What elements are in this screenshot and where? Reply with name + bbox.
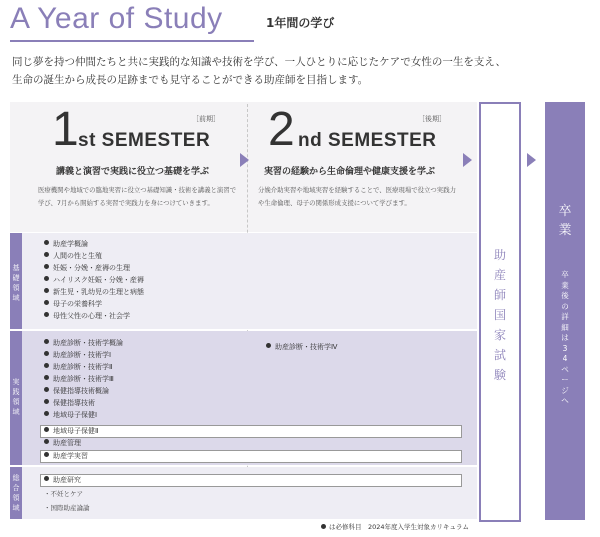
bullet-icon (44, 264, 49, 269)
list-item: 助産診断・技術学Ⅲ (44, 373, 123, 385)
semester-1-description: 医療機関や地域での臨地実習に役立つ基礎知識・技術を講義と演習で学び、7月から開始する実習で実践力を身につけていきます。 (38, 186, 237, 207)
bullet-icon (44, 399, 49, 404)
basic-area-label-text: 基 礎 領 域 (12, 264, 20, 302)
arrow-right-icon (463, 153, 472, 167)
practice-area-label (10, 331, 22, 465)
practice-area-list (44, 337, 123, 421)
intro-line-1: 同じ夢を持つ仲間たちと共に実践的な知識や技術を学び、一人ひとりに応じたケアで女性の一生を支え、 (12, 56, 507, 68)
semester-2-description: 分娩介助実習や地域実習を経験することで、医療現場で役立つ実践力や生命倫理、母子の関係形成支援について学びます。 (258, 186, 456, 207)
semester-2-number: 2 (268, 103, 295, 156)
list-item: 母性父性の心理・社会学 (44, 310, 144, 322)
list-item: ハイリスク妊娠・分娩・産褥 (44, 274, 144, 286)
semester-1-title: st SEMESTER (78, 130, 211, 151)
list-item: 助産管理 (44, 437, 81, 449)
bullet-icon (44, 439, 49, 444)
page-subtitle: 1年間の学び (266, 16, 335, 30)
bullet-icon (44, 312, 49, 317)
list-item: 助産診断・技術学概論 (44, 337, 123, 349)
integrated-area-label (10, 467, 22, 519)
bullet-icon (44, 339, 49, 344)
bullet-icon (44, 288, 49, 293)
semester-2-label: ［後期］ (418, 115, 446, 123)
footnote (321, 522, 469, 531)
bullet-icon (44, 351, 49, 356)
list-item: 助産診断・技術学Ⅰ (44, 349, 123, 361)
bullet-icon (44, 375, 49, 380)
graduation-note: 卒 業 後 の 詳 細 は 3 4 ペ ー ジ へ (561, 270, 569, 405)
bullet-icon (44, 452, 49, 457)
sub-item: ・国際助産論論 (44, 504, 90, 512)
semester-2-title: nd SEMESTER (298, 130, 437, 151)
bullet-icon (44, 387, 49, 392)
national-exam-box (479, 102, 521, 522)
semester-2-subtitle: 実習の経験から生命倫理や健康支援を学ぶ (264, 167, 436, 177)
bullet-icon (44, 427, 49, 432)
bullet-icon (44, 240, 49, 245)
list-item: 人間の性と生殖 (44, 250, 144, 262)
list-item: 地域母子保健Ⅰ (44, 409, 123, 421)
graduation-title: 卒 業 (558, 204, 572, 238)
national-exam-text (481, 245, 519, 385)
required-bullet-icon (321, 524, 326, 529)
integrated-area-label-text: 総 合 領 域 (12, 474, 20, 512)
list-item: 助産診断・技術学Ⅱ (44, 361, 123, 373)
semester-2-header (252, 104, 462, 230)
bullet-icon (44, 252, 49, 257)
semester-1-subtitle: 講義と演習で実践に役立つ基礎を学ぶ (56, 167, 210, 177)
list-item: 助産学概論 (44, 238, 144, 250)
list-item: 母子の栄養科学 (44, 298, 144, 310)
list-item: 保健指導技術 (44, 397, 123, 409)
practice-area-label-text: 実 践 領 域 (12, 378, 20, 416)
bullet-icon (44, 363, 49, 368)
bullet-icon (44, 276, 49, 281)
basic-area-list (44, 238, 144, 322)
footnote-text: は必修科目 2024年度入学生対象カリキュラム (329, 523, 469, 531)
title-underline (10, 40, 254, 42)
page-title: A Year of Study (10, 2, 223, 35)
list-item: 新生児・乳幼児の生理と病態 (44, 286, 144, 298)
bullet-icon (44, 476, 49, 481)
semester-1-header (26, 104, 241, 230)
bullet-icon (44, 411, 49, 416)
arrow-right-icon (240, 153, 249, 167)
semester-1-number: 1 (52, 103, 79, 156)
arrow-right-icon (527, 153, 536, 167)
list-item-spanning: 助産学実習 (40, 450, 462, 463)
list-item: 助産診断・技術学Ⅳ (266, 341, 337, 353)
bullet-icon (44, 300, 49, 305)
list-item: 妊娠・分娩・産褥の生理 (44, 262, 144, 274)
graduation-box (545, 102, 585, 520)
list-item-spanning: 地域母子保健Ⅱ (40, 425, 462, 438)
list-item-spanning: 助産研究 (40, 474, 462, 487)
sub-item: ・不妊とケア (44, 490, 83, 498)
bullet-icon (266, 343, 271, 348)
national-exam-label: 助 産 師 国 家 試 験 (493, 248, 506, 382)
semester-1-label: ［前期］ (192, 115, 220, 123)
intro-line-2: 生命の誕生から成長の足跡までも見守ることができる助産師を目指します。 (12, 74, 369, 86)
basic-area-label (10, 233, 22, 329)
list-item: 保健指導技術概論 (44, 385, 123, 397)
